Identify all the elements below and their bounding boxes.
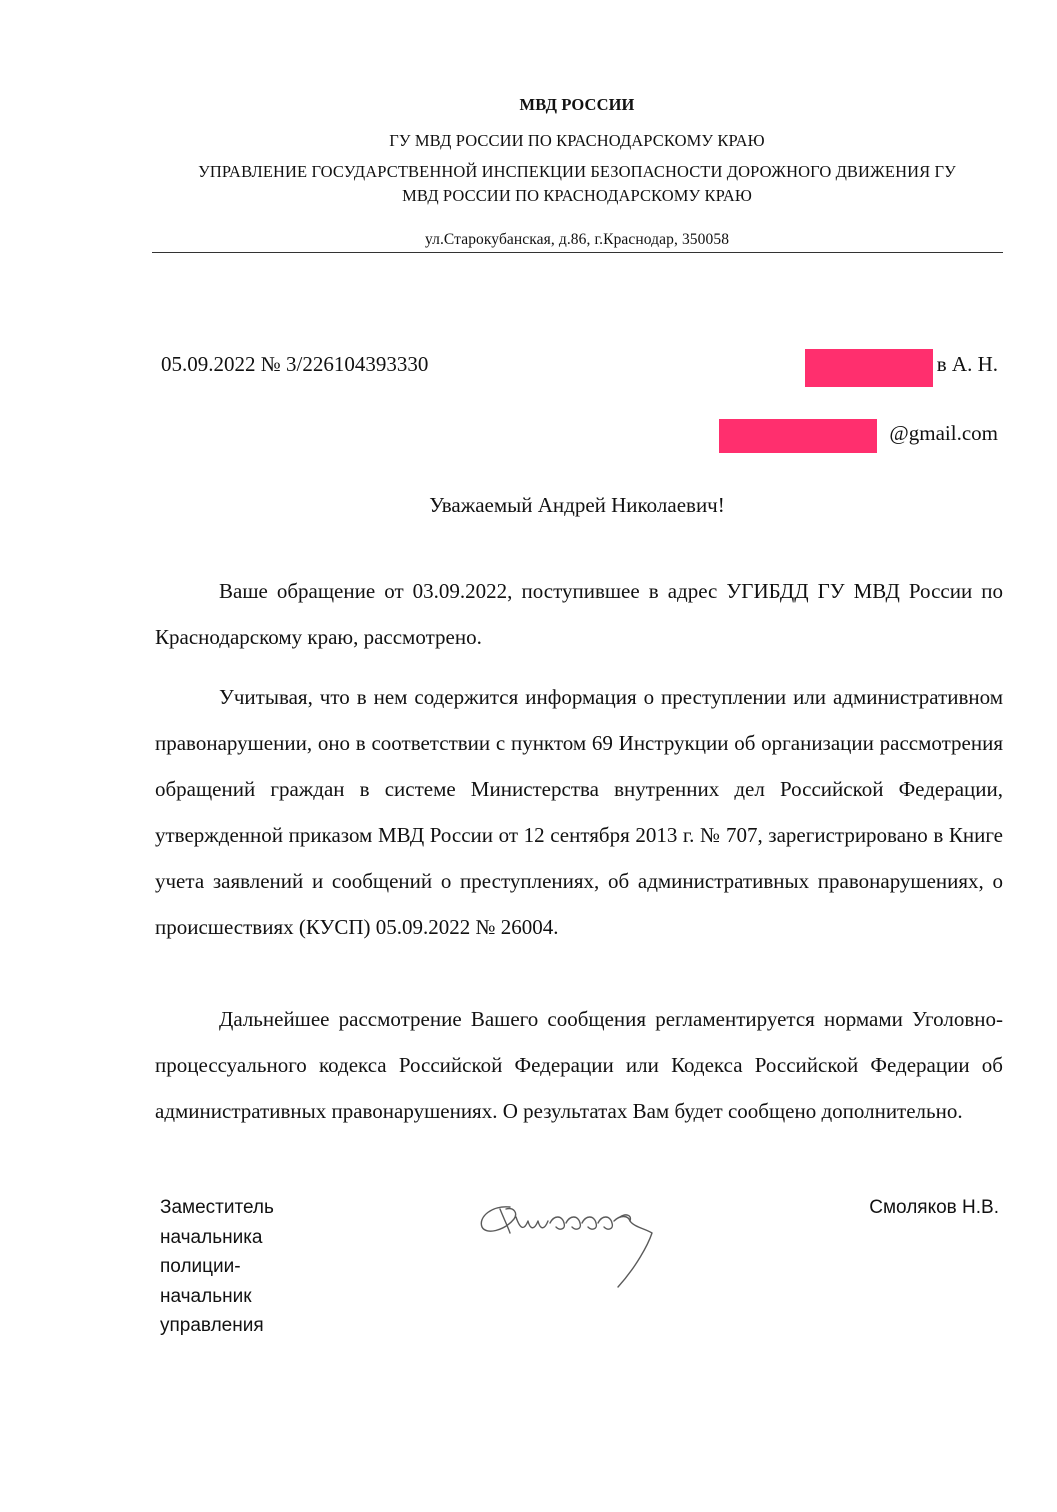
redaction-box-email [719,419,877,453]
position-line: начальник [160,1285,252,1307]
redaction-box-name [805,349,933,387]
paragraph-1: Ваше обращение от 03.09.2022, поступившее в адрес УГИБДД ГУ МВД России по Краснодарскому краю, рассмотрено. [155,579,1003,649]
position-line: полиции- [160,1256,241,1277]
position-line: начальника [160,1226,263,1248]
position-line: управления [160,1315,264,1336]
directorate-line-1: УПРАВЛЕНИЕ ГОСУДАРСТВЕННОЙ ИНСПЕКЦИИ БЕЗОПАСНОСТИ ДОРОЖНОГО ДВИЖЕНИЯ ГУ [198,162,956,181]
header-divider [152,252,1003,253]
ministry-title: МВД РОССИИ [519,95,635,114]
registration-number: 05.09.2022 № 3/226104393330 [161,352,429,376]
paragraph-2: Учитывая, что в нем содержится информация о преступлении или административном правонарушении, оно в соответствии с пунктом 69 Инструкции об организации рассмотрения обращений граждан в системе Министерства внутренних дел Российской Федерации, утвержденной приказом МВД России от 12 сентября 2013 г. № 707, зарегистрировано в Книге учета заявлений и сообщений о преступлениях, об административных правонарушениях, о происшествиях (КУСП) 05.09.2022 № 26004. [155,685,1003,939]
recipient-name: в А. Н. [936,352,998,376]
directorate-title [150,160,1004,208]
directorate-line-2: МВД РОССИИ ПО КРАСНОДАРСКОМУ КРАЮ [402,186,752,205]
header-address: ул.Старокубанская, д.86, г.Краснодар, 350058 [424,231,730,248]
recipient-email: @gmail.com [889,421,998,445]
department-title: ГУ МВД РОССИИ ПО КРАСНОДАРСКОМУ КРАЮ [389,131,765,150]
paragraph-3: Дальнейшее рассмотрение Вашего сообщения регламентируется нормами Уголовно-процессуального кодекса Российской Федерации или Кодекса Российской Федерации об административных правонарушениях. О результатах Вам будет сообщено дополнительно. [155,1007,1003,1123]
signatory-name: Смоляков Н.В. [869,1197,999,1218]
greeting: Уважаемый Андрей Николаевич! [429,493,725,517]
position-line: Заместитель [160,1197,274,1218]
handwritten-signature [470,1195,700,1295]
signatory-position [160,1193,320,1341]
